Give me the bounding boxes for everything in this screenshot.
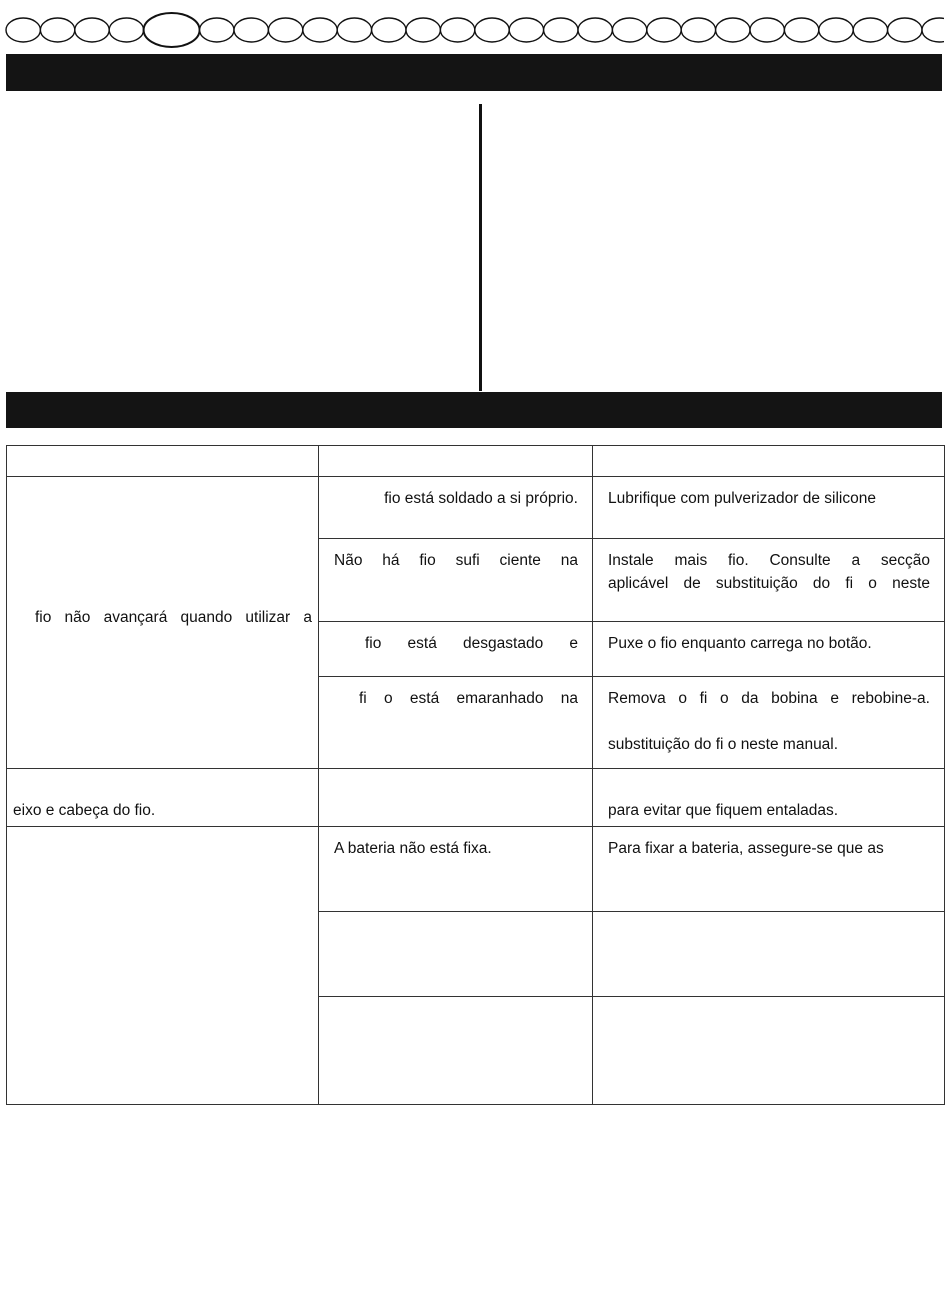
cause-cell <box>319 477 593 539</box>
problem-cell <box>7 477 319 769</box>
language-oval <box>716 18 750 42</box>
language-oval <box>544 18 578 42</box>
solution-text: Para fixar a bateria, assegure-se que as <box>608 840 884 857</box>
cause-text: Não há fio sufi ciente na <box>334 552 578 569</box>
language-ovals-graphic <box>4 12 944 48</box>
solution-text: Remova o fi o da bobina e rebobine-a. <box>608 690 930 707</box>
cause-text <box>319 997 592 1007</box>
cause-cell <box>319 769 593 827</box>
language-oval-active <box>144 13 200 47</box>
language-oval <box>647 18 681 42</box>
problem-text <box>7 827 318 837</box>
cause-cell <box>319 827 593 912</box>
problem-text: eixo e cabeça do fio. <box>13 802 156 819</box>
header-cause <box>319 446 593 477</box>
cause-cell <box>319 912 593 997</box>
language-oval <box>200 18 234 42</box>
table-row <box>7 827 945 912</box>
solution-cell <box>593 769 945 827</box>
language-oval <box>406 18 440 42</box>
table-row <box>7 477 945 539</box>
table-header-row <box>7 446 945 477</box>
language-oval <box>40 18 74 42</box>
header-problem <box>7 446 319 477</box>
solution-text: Instale mais fio. Consulte a secção <box>608 552 930 569</box>
solution-text: substituição do fi o neste manual. <box>608 736 839 753</box>
language-oval <box>234 18 268 42</box>
table-row <box>7 769 945 827</box>
solution-cell <box>593 477 945 539</box>
solution-cell <box>593 912 945 997</box>
language-oval <box>440 18 474 42</box>
solution-text: Puxe o fio enquanto carrega no botão. <box>608 635 872 652</box>
language-oval <box>888 18 922 42</box>
solution-text <box>593 912 944 922</box>
language-oval <box>681 18 715 42</box>
problem-text: fio não avançará quando utilizar a <box>35 609 312 626</box>
language-oval <box>6 18 40 42</box>
cause-text: A bateria não está fixa. <box>334 840 492 857</box>
language-oval <box>784 18 818 42</box>
language-oval <box>922 18 944 42</box>
language-oval <box>337 18 371 42</box>
language-oval <box>303 18 337 42</box>
solution-text <box>593 997 944 1007</box>
solution-text: Lubrifique com pulverizador de silicone <box>608 490 876 507</box>
section-header-bar-troubleshooting <box>6 392 942 428</box>
cause-cell <box>319 997 593 1105</box>
solution-blank-line <box>608 710 930 733</box>
solution-text: para evitar que fiquem entaladas. <box>608 802 839 819</box>
cause-text <box>319 912 592 922</box>
language-oval <box>853 18 887 42</box>
cause-cell <box>319 677 593 769</box>
language-oval <box>268 18 302 42</box>
language-oval <box>578 18 612 42</box>
language-tab-strip <box>4 12 944 48</box>
cause-text: fio está soldado a si próprio. <box>384 490 578 507</box>
problem-cell <box>7 827 319 1105</box>
language-oval <box>75 18 109 42</box>
problem-cell <box>7 769 319 827</box>
cause-cell <box>319 539 593 622</box>
language-oval <box>819 18 853 42</box>
solution-cell <box>593 677 945 769</box>
solution-cell <box>593 827 945 912</box>
solution-text: aplicável de substituição do fi o neste <box>608 575 930 592</box>
section-header-bar-top <box>6 54 942 91</box>
cause-text: fi o está emaranhado na <box>359 690 578 707</box>
troubleshooting-table <box>6 445 945 1105</box>
language-oval <box>372 18 406 42</box>
header-solution <box>593 446 945 477</box>
solution-cell <box>593 622 945 677</box>
column-divider <box>479 104 482 391</box>
cause-text: fio está desgastado e <box>365 635 578 652</box>
language-oval <box>612 18 646 42</box>
cause-text <box>319 769 592 779</box>
language-oval <box>750 18 784 42</box>
language-oval <box>109 18 143 42</box>
language-oval <box>475 18 509 42</box>
solution-cell <box>593 539 945 622</box>
language-oval <box>509 18 543 42</box>
cause-cell <box>319 622 593 677</box>
solution-cell <box>593 997 945 1105</box>
